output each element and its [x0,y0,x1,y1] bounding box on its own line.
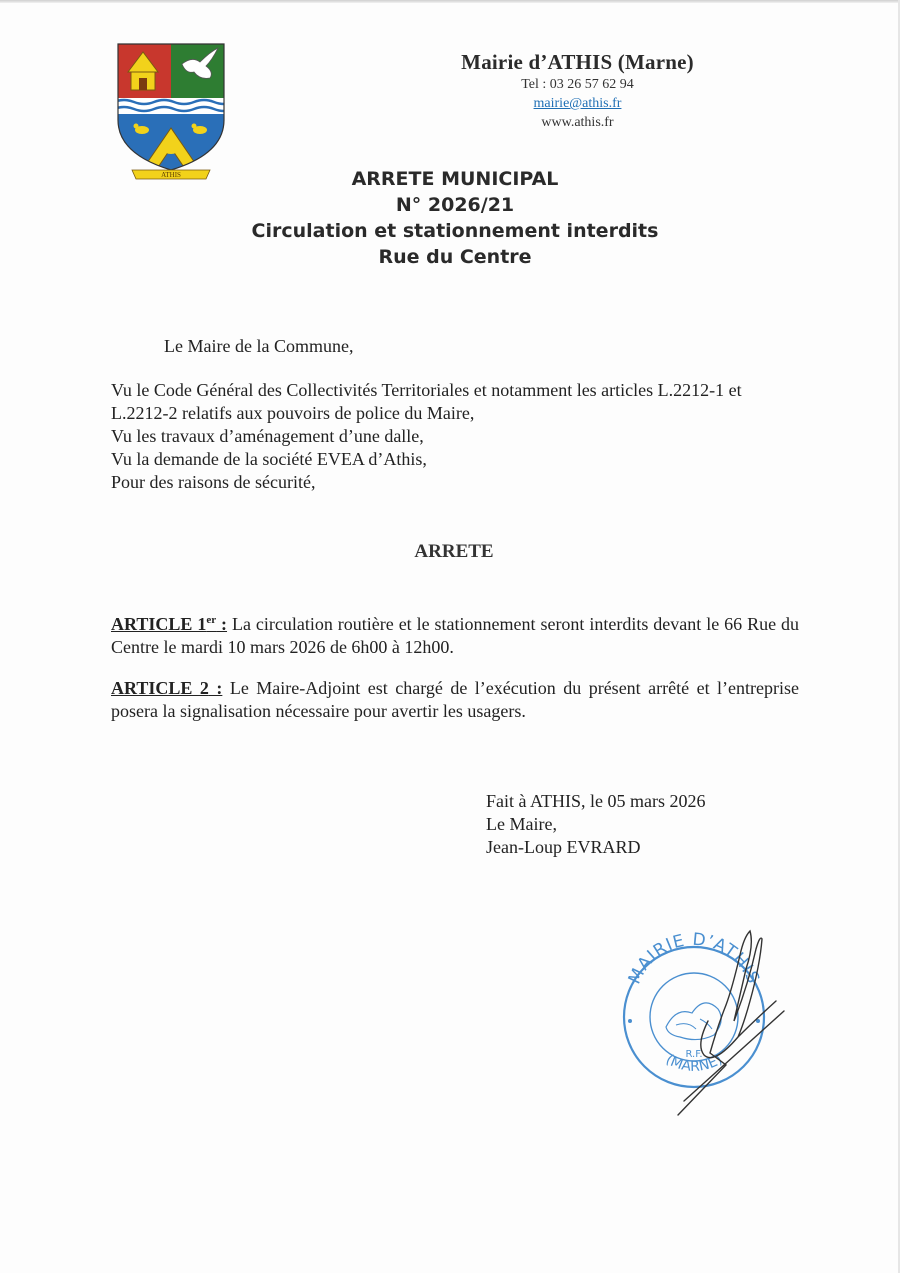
arrete-heading: ARRETE [414,541,494,562]
official-stamp-and-signature [614,925,794,1120]
title-line-1: ARRETE MUNICIPAL [351,168,559,190]
telephone: Tel : 03 26 57 62 94 [521,77,634,92]
signoff-block [486,790,705,859]
article-1 [111,609,799,659]
stamp-rf: R.F. [685,1049,703,1060]
crest-banner-text: ATHIS [161,171,181,179]
considerant-line: Vu le Code Général des Collectivités Territoriales et notamment les articles L.2212-1 et [111,380,742,400]
signatory-role: Le Maire, [486,814,557,834]
decree-title [200,166,710,270]
considerant-line: L.2212-2 relatifs aux pouvoirs de police du Maire, [111,403,475,423]
article-1-label: ARTICLE 1er : [111,614,228,634]
email-link[interactable]: mairie@athis.fr [533,96,622,111]
title-subject: Circulation et stationnement interdits [251,220,659,242]
title-street: Rue du Centre [378,246,532,268]
considerants [111,379,801,494]
article-2-label: ARTICLE 2 : [111,678,223,698]
website: www.athis.fr [541,115,614,130]
article-1-text: La circulation routière et le stationnement seront interdits devant le 66 Rue du Centre le mardi 10 mars 2026 de 6h00 à 12h00. [111,614,800,657]
letterhead [440,50,715,132]
scan-edge-top [0,0,900,3]
mairie-name: Mairie d’ATHIS (Marne) [461,50,694,74]
athis-coat-of-arms [114,42,228,182]
stamp-text-bottom: (MARNE) [662,1051,726,1075]
signatory-name: Jean-Loup EVRARD [486,837,641,857]
considerant-line: Vu la demande de la société EVEA d’Athis, [111,449,427,469]
considerant-line: Vu les travaux d’aménagement d’une dalle, [111,426,424,446]
article-2-text: Le Maire-Adjoint est chargé de l’exécution du présent arrêté et l’entreprise posera la signalisation nécessaire pour avertir les usagers. [111,678,800,721]
salutation: Le Maire de la Commune, [164,336,354,356]
decree-number: N° 2026/21 [395,194,515,216]
article-2 [111,677,799,723]
considerant-line: Pour des raisons de sécurité, [111,472,316,492]
official-stamp [624,930,764,1087]
stamp-text-top: MAIRIE D’ATHIS [624,929,764,988]
place-date: Fait à ATHIS, le 05 mars 2026 [486,791,706,811]
